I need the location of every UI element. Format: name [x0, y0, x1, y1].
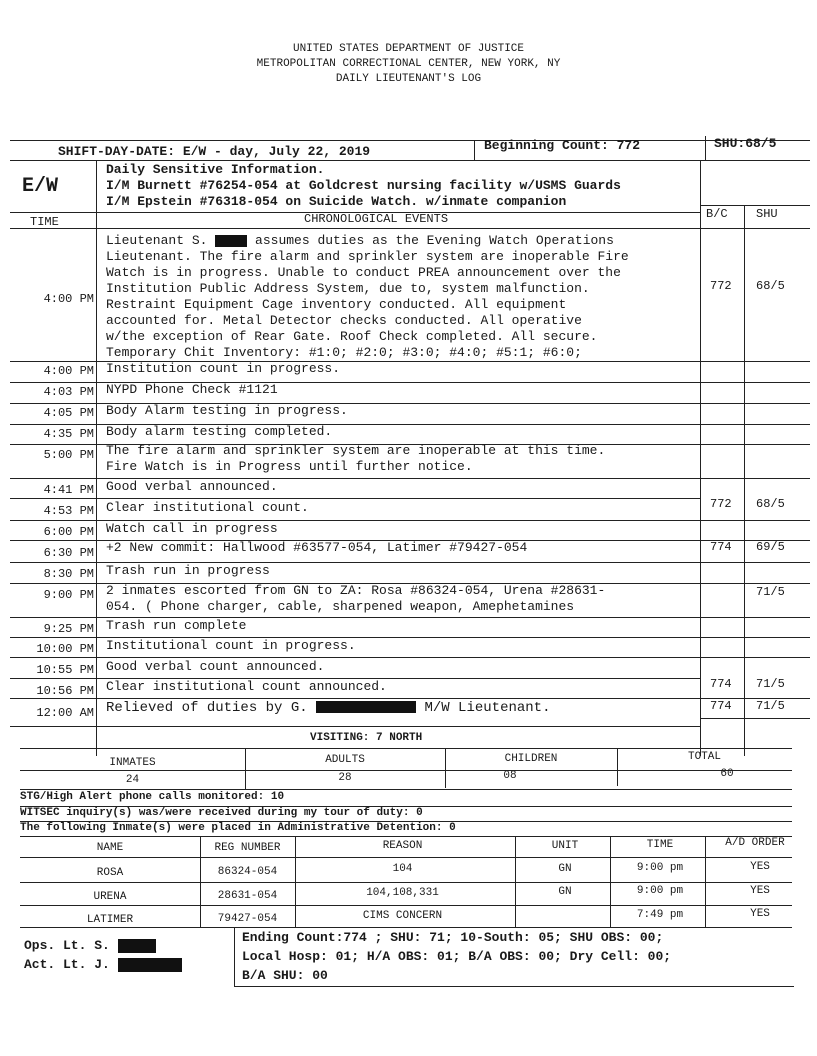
redaction	[118, 958, 182, 972]
act-lieutenant: Act. Lt. J.	[24, 957, 182, 972]
admin-header: REG NUMBER	[214, 842, 281, 854]
event-text: Lieutenant. The fire alarm and sprinkler system are inoperable Fire	[106, 249, 629, 264]
rule	[20, 927, 792, 928]
witsec-note: WITSEC inquiry(s) was/were received during my tour of duty: 0	[20, 807, 423, 819]
rule	[20, 857, 792, 858]
rule	[700, 718, 810, 719]
redaction	[316, 701, 416, 713]
rule	[96, 160, 97, 756]
rule	[10, 726, 700, 727]
header-agency: UNITED STATES DEPARTMENT OF JUSTICE	[292, 43, 525, 55]
rule	[10, 228, 810, 229]
ops-lieutenant: Ops. Lt. S.	[24, 938, 156, 953]
rule	[20, 748, 792, 749]
sensitive-line-2: I/M Epstein #76318-054 on Suicide Watch. w/inmate companion	[106, 194, 567, 209]
event-text: w/the exception of Rear Gate. Roof Check completed. All secure.	[106, 329, 598, 344]
sensitive-title: Daily Sensitive Information.	[106, 162, 325, 177]
rule	[474, 140, 475, 160]
bc-value: 772	[710, 279, 732, 293]
rule	[445, 748, 446, 788]
redaction	[118, 939, 156, 953]
rule	[245, 748, 246, 790]
rule	[610, 836, 611, 927]
header-log-title: DAILY LIEUTENANT'S LOG	[335, 73, 482, 85]
rule	[200, 836, 201, 927]
event-text: Institution Public Address System, due to, system malfunction.	[106, 281, 590, 296]
event-text: Watch is in progress. Unable to conduct PREA announcement over the	[106, 265, 621, 280]
rule	[234, 927, 235, 987]
rule	[20, 836, 792, 837]
admin-header: UNIT	[551, 840, 579, 852]
admin-header: A/D ORDER	[725, 837, 785, 849]
visiting-header: TOTAL	[687, 751, 721, 763]
visiting-value: 28	[338, 772, 352, 784]
rule	[20, 789, 792, 790]
rule	[700, 205, 810, 206]
rule	[10, 140, 810, 141]
rule	[20, 882, 792, 883]
visiting-value: 24	[125, 774, 140, 786]
admin-header: REASON	[382, 840, 423, 852]
rule	[705, 836, 706, 927]
event-text: Restraint Equipment Cage inventory conducted. All equipment	[106, 297, 567, 312]
rule	[705, 136, 706, 160]
visiting-value: 08	[503, 770, 517, 782]
rule	[744, 205, 745, 756]
ba-shu: B/A SHU: 00	[242, 968, 328, 983]
visiting-header: ADULTS	[325, 754, 365, 766]
event-text: Temporary Chit Inventory: #1:0; #2:0; #3:0; #4:0; #5:1; #6:0;	[106, 345, 582, 360]
rule	[234, 986, 794, 987]
redaction	[215, 235, 247, 247]
event-text: Lieutenant S. assumes duties as the Evening Watch Operations	[106, 233, 614, 248]
visiting-value: 60	[720, 768, 734, 780]
shu-count: SHU:68/5	[714, 136, 777, 151]
beginning-count: Beginning Count: 772	[484, 138, 641, 153]
rule	[10, 160, 810, 161]
admin-note: The following Inmate(s) were placed in Administrative Detention: 0	[20, 822, 456, 834]
visiting-title: VISITING: 7 NORTH	[310, 732, 423, 744]
ending-count: Ending Count:774 ; SHU: 71; 10-South: 05; SHU OBS: 00;	[242, 930, 664, 945]
shift-day-date: SHIFT-DAY-DATE: E/W - day, July 22, 2019	[58, 144, 371, 159]
rule	[700, 160, 701, 756]
admin-header: TIME	[646, 839, 674, 851]
shu-value: 68/5	[756, 279, 785, 293]
visiting-header: INMATES	[109, 757, 156, 769]
event-time: 4:00 PM	[43, 292, 94, 306]
rule	[515, 836, 516, 927]
event-text: accounted for. Metal Detector checks conducted. All operative	[106, 313, 582, 328]
visiting-header: CHILDREN	[504, 753, 558, 765]
admin-header: NAME	[96, 842, 124, 854]
shu-column-header: SHU	[756, 207, 778, 221]
sensitive-line-1: I/M Burnett #76254-054 at Goldcrest nursing facility w/USMS Guards	[106, 178, 621, 193]
rule	[617, 748, 618, 786]
rule	[295, 836, 296, 927]
stg-note: STG/High Alert phone calls monitored: 10	[20, 791, 285, 803]
count-details: Local Hosp: 01; H/A OBS: 01; B/A OBS: 00; Dry Cell: 00;	[242, 949, 672, 964]
time-column-header: TIME	[30, 215, 59, 229]
events-column-header: CHRONOLOGICAL EVENTS	[304, 212, 449, 226]
bc-column-header: B/C	[706, 207, 728, 221]
header-facility: METROPOLITAN CORRECTIONAL CENTER, NEW YORK, NY	[256, 58, 561, 70]
shift-code: E/W	[22, 175, 59, 198]
rule	[20, 905, 792, 906]
